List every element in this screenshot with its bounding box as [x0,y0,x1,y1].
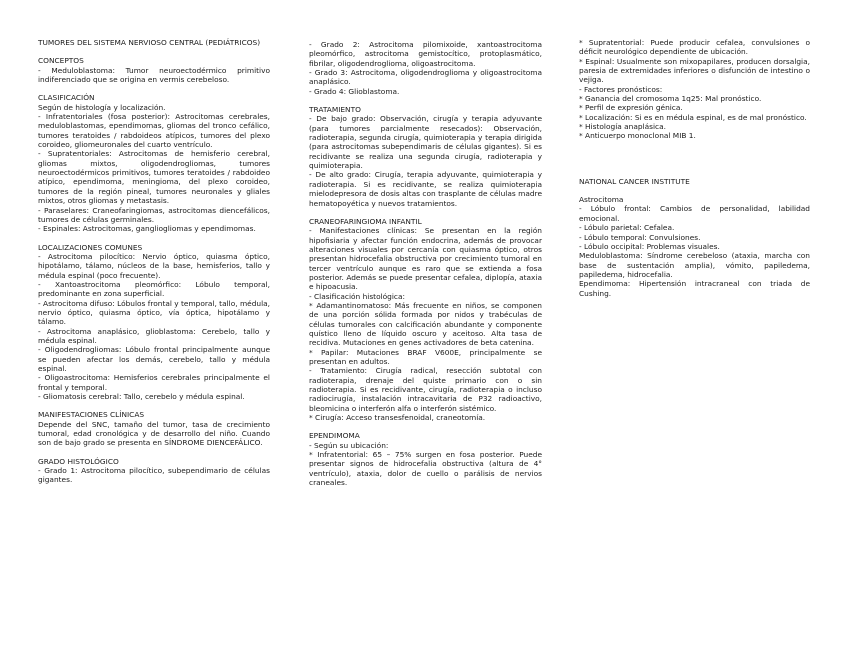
paragraph: Depende del SNC, tamaño del tumor, tasa de crecimiento tumoral, edad cronológica y de desarrollo del niño. Cuando son de bajo grado se presenta en SÍNDROME DIENCEFÁLICO. [38,419,270,448]
list-item: - Lóbulo parietal: Cefalea. [579,223,675,233]
list-item: * Papilar: Mutaciones BRAF V600E, principalmente se presentan en adultos. [309,347,542,366]
list-item: - Astrocitoma difuso: Lóbulos frontal y temporal, tallo, médula, nervio óptico, quiasma óptico, vía óptica, hipotálamo y tálamo. [38,298,270,327]
column-2 [309,40,542,487]
section-heading-grado: GRADO HISTOLÓGICO [38,456,119,466]
column-3 [579,38,810,298]
list-item: * Perfil de expresión génica. [579,103,683,113]
list-item: * Anticuerpo monoclonal MIB 1. [579,131,696,141]
list-item: * Supratentorial: Puede producir cefalea, convulsiones o déficit neurológico dependiente de ubicación. [579,38,810,57]
list-item: - Grado 3: Astrocitoma, oligodendroglioma y oligoastrocitoma anaplásico. [309,68,542,87]
section-heading-tratamiento: TRATAMIENTO [309,105,361,115]
column-1 [38,38,270,485]
subheading-astrocitoma: Astrocitoma [579,195,624,205]
list-item: * Ganancia del cromosoma 1q25: Mal pronóstico. [579,94,762,104]
list-item: * Infratentorial: 65 – 75% surgen en fosa posterior. Puede presentar signos de hidrocefalia obstructiva (altura de 4° ventrículo), ataxia, dolor de cuello o parálisis de nervios craneales. [309,450,542,488]
list-item: - Astrocitoma pilocítico: Nervio óptico, quiasma óptico, hipotálamo, tálamo, núcleos de la base, hemisferios, tallo y médula espinal (poco frecuente). [38,251,270,280]
list-item: - De bajo grado: Observación, cirugía y terapia adyuvante (para tumores parcialmente resecados): Observación, radioterapia, segunda cirugía, quimioterapia y terapia dirigida (para astrocitomas subependimaris de células gigantes). Si es recidivante se realiza una segunda cirugía, radioterapia y quimioterapia. [309,114,542,171]
list-item: - De alto grado: Cirugía, terapia adyuvante, quimioterapia y radioterapia. Si es recidivante, se realiza quimioterapia mielodepresora de dosis altas con trasplante de células madre hematopoyética y nuevos tratamientos. [309,170,542,208]
section-heading-clasificacion: CLASIFICACIÓN [38,93,95,103]
section-heading-manifestaciones: MANIFESTACIONES CLÍNICAS [38,410,145,420]
list-item: * Localización: Si es en médula espinal, es de mal pronóstico. [579,112,807,122]
list-item: - Tratamiento: Cirugía radical, resección subtotal con radioterapia, drenaje del quiste primario con o sin radioterapia. Si es recidivante, cirugía, radioterapia o incluso radiocirugía, instalación intracavitaria de P32 radioactivo, bleomicina o interferón alfa o interferón sistémico. [309,366,542,413]
list-item: - Lóbulo frontal: Cambios de personalidad, labilidad emocional. [579,204,810,223]
list-item: - Clasificación histológica: [309,291,405,301]
list-item: - Oligodendrogliomas: Lóbulo frontal principalmente aunque se pueden afectar los demás, cerebelo, tallo y médula espinal. [38,345,270,373]
list-item: - Xantoastrocitoma pleomórfico: Lóbulo temporal, predominante en zona superficial. [38,279,270,299]
list-item: - Manifestaciones clínicas: Se presentan en la región hipofisiaria y afectar función endocrina, además de provocar alteraciones visuales por cercanía con quiasma óptico, otros presentan hidrocefalia obstructiva por crecimiento tumoral en tercer ventrículo aunque es raro que se extienda a fosa posterior. Además se puede presentar cefalea, diplopía, ataxia e hipoacusia. [309,226,542,292]
list-item: * Cirugía: Acceso transesfenoidal, craneotomía. [309,413,486,423]
list-item: - Paraselares: Craneofaringiomas, astrocitomas diencefálicos, tumores de células germinales. [38,205,270,224]
list-item: - Supratentoriales: Astrocitomas de hemisferio cerebral, gliomas mixtos, oligodendrogliomas, tumores neuroectodérmicos primitivos, tumores teratoides / rabdoideo atípico, ependimoma, meningioma, del plexo coroideo, tumores de la región pineal, tumores neuronales y gliales mixtos, otros gliomas y metastasis. [38,149,270,206]
section-heading-nci: NATIONAL CANCER INSTITUTE [579,176,690,186]
list-item: - Grado 2: Astrocitoma pilomixoide, xantoastrocitoma pleomórfico, astrocitoma gemistocítico, protoplasmático, fibrilar, oligodendroglioma, oligoastrocitoma. [309,40,542,68]
section-heading-localizaciones: LOCALIZACIONES COMUNES [38,242,143,252]
list-item: - Grado 4: Glioblastoma. [309,86,400,96]
document-title: TUMORES DEL SISTEMA NERVIOSO CENTRAL (PEDIÁTRICOS) [38,38,261,47]
list-item: * Histología anaplásica. [579,122,666,132]
list-item: - Grado 1: Astrocitoma pilocítico, subependimario de células gigantes. [38,466,270,485]
list-item: - Astrocitoma anaplásico, glioblastoma: Cerebelo, tallo y médula espinal. [38,326,270,345]
list-item: - Factores pronósticos: [579,84,663,94]
paragraph: Meduloblastoma: Síndrome cerebeloso (ataxia, marcha con base de sustentación amplia), vómito, papiledema, papiledema, hidrocefalia. [579,251,810,279]
list-item: - Oligoastrocitoma: Hemisferios cerebrales principalmente el frontal y temporal. [38,373,270,392]
section-heading-conceptos: CONCEPTOS [38,56,84,66]
list-item: - Espinales: Astrocitomas, gangliogliomas y ependimomas. [38,224,256,234]
list-item: - Infratentoriales (fosa posterior): Astrocitomas cerebrales, meduloblastomas, ependimomas, gliomas del tronco cefálico, tumores teratoides / rabdoideos atípicos, tumores del plexo coroideo, gliomeuronales del cuarto ventrículo. [38,112,270,150]
section-heading-ependimoma: EPENDIMOMA [309,431,360,441]
list-item: - Lóbulo temporal: Convulsiones. [579,232,701,242]
paragraph: Ependimoma: Hipertensión intracraneal con triada de Cushing. [579,279,810,298]
list-item: - Según su ubicación: [309,440,389,450]
list-item: - Gliomatosis cerebral: Tallo, cerebelo y médula espinal. [38,392,245,402]
paragraph: Según de histología y localización. [38,102,166,112]
list-item: - Lóbulo occipital: Problemas visuales. [579,241,720,251]
paragraph: - Meduloblastoma: Tumor neuroectodérmico primitivo indiferenciado que se origina en vermis cerebeloso. [38,65,270,85]
list-item: * Espinal: Usualmente son mixopapilares, producen dorsalgia, paresia de extremidades inferiores o disfunción de intestino o vejiga. [579,56,810,85]
list-item: * Adamantinomatoso: Más frecuente en niños, se componen de una porción sólida formada por nidos y trabéculas de células tumorales con calcificación abundante y componente quístico lleno de líquido oscuro y aceitoso. Alta tasa de recidiva. Mutaciones en genes activadores de beta catenina. [309,300,542,348]
section-heading-craneofaringioma: CRANEOFARINGIOMA INFANTIL [309,216,422,226]
